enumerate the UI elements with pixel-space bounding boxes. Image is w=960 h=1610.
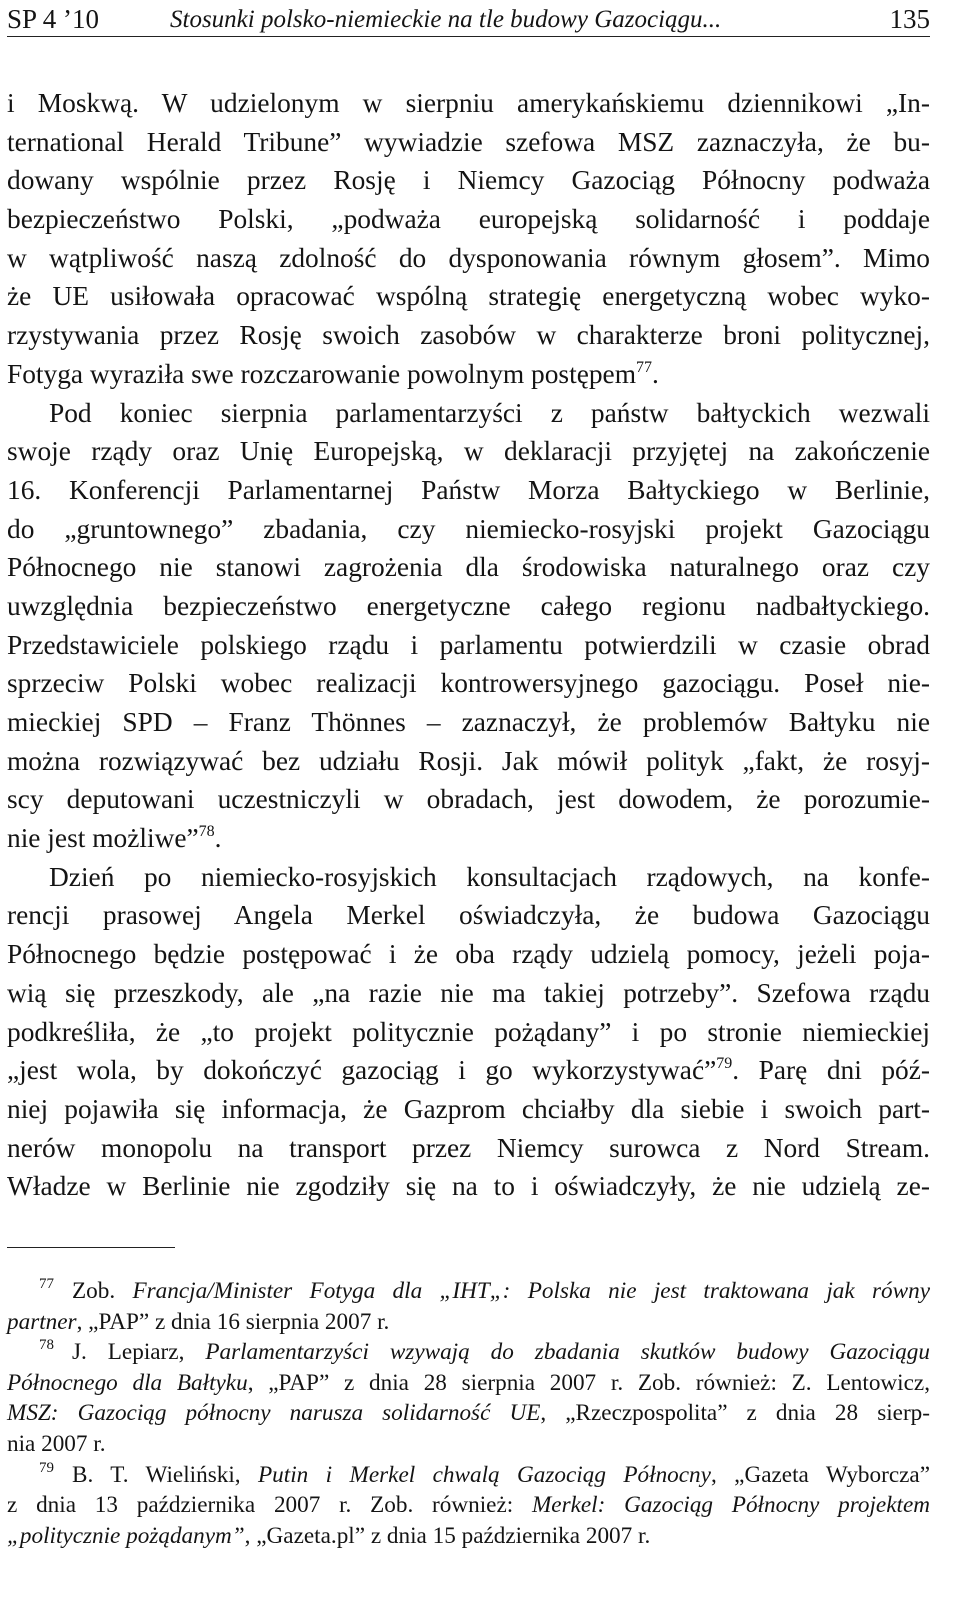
- citation-title: Parlamentarzyści wzywają do zbadania skutków budowy Gazociągu: [205, 1339, 930, 1366]
- text-line: [7, 664, 930, 703]
- text-line-content: swoje rządy oraz Unię Europejską, w deklaracji przyjętej na zakończenie: [7, 436, 930, 467]
- text-line-content: rencji prasowej Angela Merkel oświadczyła, że budowa Gazociągu: [7, 900, 930, 931]
- text-line: [7, 858, 930, 897]
- text-line-content: bezpieczeństwo Polski, „podważa europejską solidarność i poddaje: [7, 204, 930, 235]
- text-line-content: i Moskwą. W udzielonym w sierpniu amerykańskiemu dziennikowi „In-: [7, 88, 930, 118]
- citation-text: , „Gazeta.pl” z dnia 15 października 2007 r.: [244, 1522, 651, 1549]
- text-line: [7, 510, 930, 549]
- footnote-line: [7, 1521, 930, 1552]
- text-line: [7, 974, 930, 1013]
- text-line-tail: .: [652, 358, 659, 389]
- journal-issue: SP 4 ’10: [7, 4, 100, 34]
- footnotes: [7, 1276, 930, 1551]
- text-line: [7, 161, 930, 200]
- text-line: [7, 587, 930, 626]
- text-line-content: nie jest możliwe”: [7, 823, 199, 854]
- citation-title: Putin i Merkel chwalą Gazociąg Północny: [258, 1461, 711, 1488]
- citation-text: Zob.: [72, 1278, 133, 1304]
- citation-title: MSZ: Gazociąg północny narusza solidarność UE: [7, 1400, 541, 1427]
- citation-text: , „PAP” z dnia 16 sierpnia 2007 r.: [76, 1308, 390, 1335]
- text-line: [7, 239, 930, 278]
- text-line-content: dowany wspólnie przez Rosję i Niemcy Gazociąg Północny podważa: [7, 165, 930, 196]
- text-line-content: ternational Herald Tribune” wywiadzie szefowa MSZ zaznaczyła, że bu-: [7, 126, 930, 157]
- citation-text: B. T. Wieliński,: [72, 1461, 258, 1488]
- text-line-content: mieckiej SPD – Franz Thönnes – zaznaczył, że problemów Bałtyku nie: [7, 707, 930, 737]
- text-line: [7, 548, 930, 587]
- citation-text: , „Rzeczpospolita” z dnia 28 sierp-: [540, 1400, 930, 1427]
- page-number: 135: [889, 4, 930, 34]
- text-line-content: Dzień po niemiecko-rosyjskich konsultacjach rządowych, na konfe-: [49, 861, 930, 892]
- text-line: [7, 123, 930, 162]
- footnote-line: [7, 1429, 930, 1460]
- text-line-content: do „gruntownego” zbadania, czy niemiecko-rosyjski projekt Gazociągu: [7, 513, 930, 544]
- text-line-content: w wątpliwość naszą zdolność do dysponowania równym głosem”. Mimo: [7, 242, 930, 273]
- text-line-content: rzystywania przez Rosję swoich zasobów w charakterze broni politycznej,: [7, 320, 930, 351]
- text-line: [7, 471, 930, 510]
- text-line: [7, 316, 930, 355]
- text-line-content: „jest wola, by dokończyć gazociąg i go wykorzystywać”: [7, 1055, 717, 1086]
- footnote-reference[interactable]: 77: [636, 358, 653, 376]
- footnote-line: [7, 1307, 930, 1338]
- text-line-content: Północnego będzie postępować i że oba rządy udzielą pomocy, jeżeli poja-: [7, 939, 930, 970]
- citation-text: z dnia 13 października 2007 r. Zob. również:: [7, 1492, 532, 1519]
- text-line: [7, 432, 930, 471]
- text-line-tail: . Parę dni póź-: [732, 1055, 930, 1086]
- text-line-content: Władze w Berlinie nie zgodziły się na to i oświadczyły, że nie udzielą ze-: [7, 1171, 930, 1202]
- text-line: [7, 277, 930, 316]
- text-line-content: sprzeciw Polski wobec realizacji kontrowersyjnego gazociągu. Poseł nie-: [7, 668, 930, 699]
- footnote-line: [7, 1276, 930, 1307]
- footnote-line: [7, 1398, 930, 1429]
- citation-title: Francja/Minister Fotyga dla „IHT„: Polska nie jest traktowana jak równy: [132, 1278, 930, 1304]
- footnote-reference[interactable]: 78: [198, 823, 215, 841]
- text-line-content: niej pojawiła się informacja, że Gazprom chciałby dla siebie i swoich part-: [7, 1093, 930, 1124]
- text-line: [7, 355, 930, 394]
- text-line: [7, 200, 930, 239]
- text-line: [7, 742, 930, 781]
- text-line-content: Pod koniec sierpnia parlamentarzyści z państw bałtyckich wezwali: [49, 397, 930, 428]
- citation-title: Merkel: Gazociąg Północny projektem: [531, 1492, 930, 1519]
- text-line: [7, 84, 930, 123]
- footnote-line: [7, 1460, 930, 1491]
- running-title: Stosunki polsko-niemieckie na tle budowy Gazociągu...: [170, 6, 722, 33]
- text-line: [7, 780, 930, 819]
- citation-text: nia 2007 r.: [7, 1430, 106, 1457]
- footnote-line: [7, 1368, 930, 1399]
- text-line: [7, 1129, 930, 1168]
- citation-text: , „Gazeta Wyborcza”: [710, 1461, 930, 1488]
- footnote-separator: [7, 1247, 175, 1248]
- footnote-reference[interactable]: 79: [716, 1055, 733, 1073]
- text-line-content: 16. Konferencji Parlamentarnej Państw Morza Bałtyckiego w Berlinie,: [7, 474, 930, 505]
- text-line-content: Fotyga wyraziła swe rozczarowanie powolnym postępem: [7, 358, 637, 389]
- text-line-content: scy deputowani uczestniczyli w obradach, jest dowodem, że porozumie-: [7, 784, 930, 815]
- citation-title: „politycznie pożądanym”: [7, 1522, 245, 1549]
- main-text: [7, 84, 930, 1206]
- text-line-content: można rozwiązywać bez udziału Rosji. Jak mówił polityk „fakt, że rosyj-: [7, 745, 930, 776]
- text-line-content: wią się przeszkody, ale „na razie nie ma takiej potrzeby”. Szefowa rządu: [7, 977, 930, 1008]
- citation-title: Północnego dla Bałtyku: [7, 1369, 248, 1396]
- footnote-line: [7, 1490, 930, 1521]
- footnote-number: 77: [39, 1276, 54, 1292]
- text-line: [7, 1051, 930, 1090]
- citation-text: J. Lepiarz,: [72, 1339, 206, 1366]
- text-line: [7, 626, 930, 665]
- citation-title: partner: [7, 1308, 77, 1335]
- text-line: [7, 896, 930, 935]
- text-line: [7, 1013, 930, 1052]
- text-line-content: nerów monopolu na transport przez Niemcy surowca z Nord Stream.: [7, 1132, 930, 1163]
- text-line: [7, 703, 930, 742]
- text-line: [7, 819, 930, 858]
- text-line-content: że UE usiłowała opracować wspólną strategię energetyczną wobec wyko-: [7, 281, 930, 312]
- text-line-content: podkreśliła, że „to projekt politycznie pożądany” i po stronie niemieckiej: [7, 1016, 930, 1047]
- text-line: [7, 1167, 930, 1206]
- text-line: [7, 935, 930, 974]
- footnote-line: [7, 1337, 930, 1368]
- text-line-content: uwzględnia bezpieczeństwo energetyczne całego regionu nadbałtyckiego.: [7, 590, 930, 621]
- footnote-number: 78: [39, 1337, 54, 1354]
- text-line-content: Przedstawiciele polskiego rządu i parlamentu potwierdzili w czasie obrad: [7, 629, 930, 660]
- citation-text: , „PAP” z dnia 28 sierpnia 2007 r. Zob. również: Z. Lentowicz,: [247, 1369, 930, 1396]
- text-line: [7, 1090, 930, 1129]
- text-line-content: Północnego nie stanowi zagrożenia dla środowiska naturalnego oraz czy: [7, 552, 930, 583]
- text-line-tail: .: [214, 823, 222, 854]
- text-line: [7, 394, 930, 433]
- running-header: [7, 2, 930, 37]
- footnote-number: 79: [39, 1459, 54, 1476]
